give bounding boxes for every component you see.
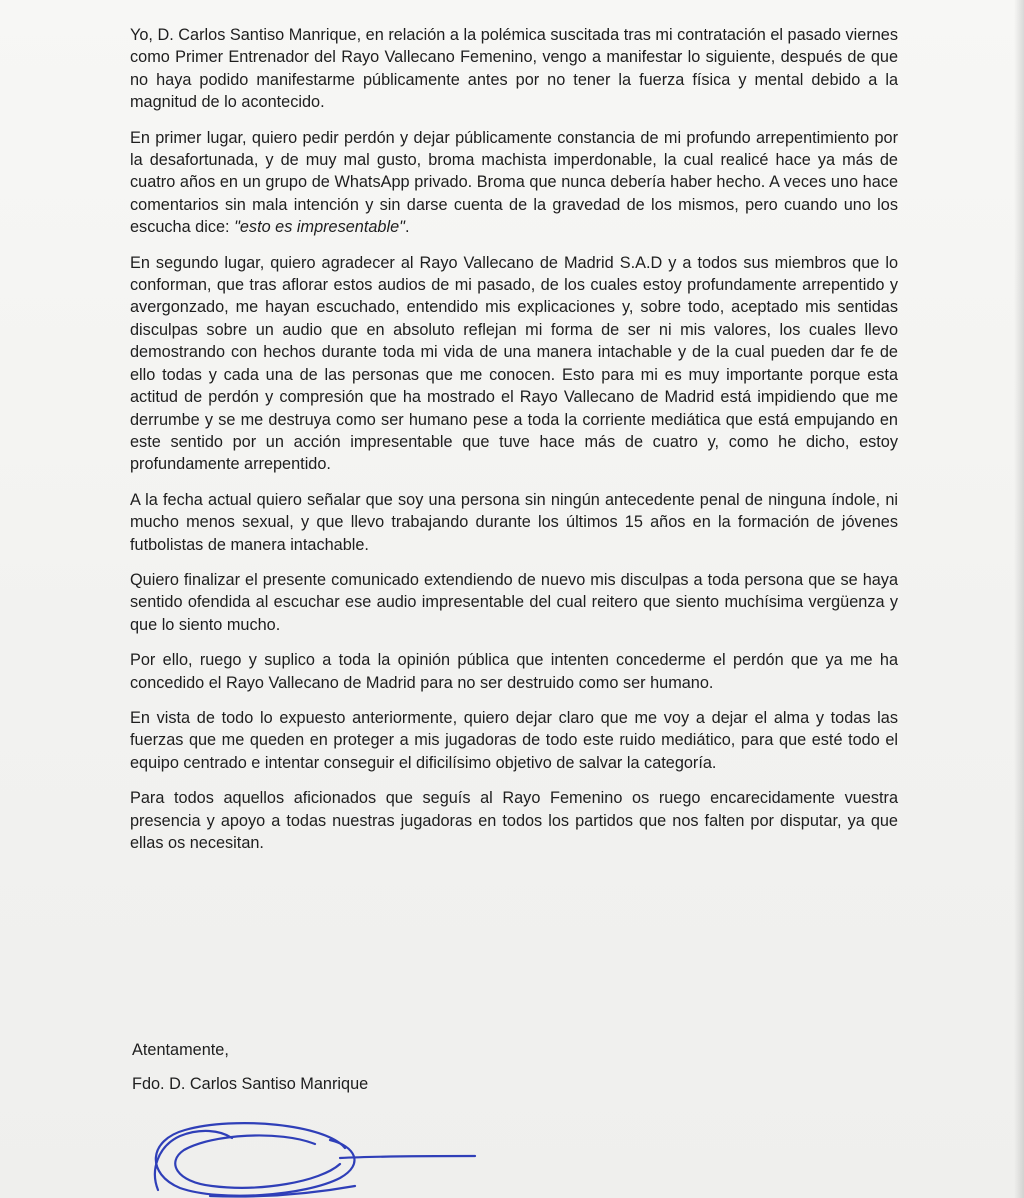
paragraph-final-apology: Quiero finalizar el presente comunicado extendiendo de nuevo mis disculpas a toda persona que se haya sentido ofendida al escuchar ese audio impresentable del cual reitero que siento muchísima vergüenza y que lo siento mucho. (130, 570, 898, 634)
letter-closing (132, 1039, 368, 1107)
letter-body (130, 24, 898, 867)
paragraph-apology (130, 127, 898, 239)
signature-stroke-line (340, 1156, 475, 1158)
signature-loop-inner (175, 1135, 340, 1187)
paragraph-fans: Para todos aquellos aficionados que seguís al Rayo Femenino os ruego encarecidamente vuestra presencia y apoyo a todas nuestras jugadoras en todos los partidos que nos falten por disputar, ya que ellas os necesitan. (130, 789, 898, 852)
apology-end: . (404, 218, 410, 237)
salutation: Atentamente, (132, 1041, 229, 1059)
apology-text: En primer lugar, quiero pedir perdón y dejar públicamente constancia de mi profundo arrepentimiento por la desafortunada, y de muy mal gusto, broma machista imperdonable, la cual realicé hace ya más de cuatro años en un grupo de WhatsApp privado. Broma que nunca debería haber hecho. A veces uno hace comentarios sin mala intención y sin darse cuenta de la gravedad de los mismos, pero cuando uno los escucha dice: (130, 128, 898, 237)
apology-quote: "esto es impresentable" (234, 218, 405, 237)
handwritten-signature (140, 1104, 490, 1198)
paragraph-commitment: En vista de todo lo expuesto anteriormente, quiero dejar claro que me voy a dejar el alma y todas las fuerzas que me queden en proteger a mis jugadoras de todo este ruido mediático, para que esté todo el equipo centrado e intentar conseguir el dificilísimo objetivo de salvar la categoría. (130, 708, 898, 772)
paragraph-plea: Por ello, ruego y suplico a toda la opinión pública que intenten concederme el perdón que ya me ha concedido el Rayo Vallecano de Madrid para no ser destruido como ser humano. (130, 651, 898, 692)
paragraph-intro: Yo, D. Carlos Santiso Manrique, en relación a la polémica suscitada tras mi contratación el pasado viernes como Primer Entrenador del Rayo Vallecano Femenino, vengo a manifestar lo siguiente, después de que no haya podido manifestarme públicamente antes por no tener la fuerza física y mental debido a la magnitud de lo acontecido. (130, 26, 898, 112)
page-edge-shadow (1014, 0, 1024, 1198)
signed-by: Fdo. D. Carlos Santiso Manrique (132, 1075, 369, 1093)
paragraph-gratitude: En segundo lugar, quiero agradecer al Rayo Vallecano de Madrid S.A.D y a todos sus miembros que lo conforman, que tras aflorar estos audios de mi pasado, de los cuales estoy profundamente arrepentido y avergonzado, me hayan escuchado, entendido mis explicaciones y, sobre todo, aceptado mis sentidas disculpas sobre un audio que en absoluto reflejan mi forma de ser ni mis valores, los cuales llevo demostrando con hechos durante toda mi vida de una manera intachable y de la cual pueden dar fe de ello todas y cada una de las personas que me conocen. Esto para mi es muy importante porque esta actitud de perdón y compresión que ha mostrado el Rayo Vallecano de Madrid está impidiendo que me derrumbe y se me destruya como ser humano pese a toda la corriente mediática que está empujando en este sentido por un acción impresentable que tuve hace más de cuatro y, como he dicho, estoy profundamente arrepentido. (130, 253, 898, 474)
paragraph-record: A la fecha actual quiero señalar que soy una persona sin ningún antecedente penal de ninguna índole, ni mucho menos sexual, y que llevo trabajando durante los últimos 15 años en la formación de jóvenes futbolistas de manera intachable. (130, 490, 898, 554)
